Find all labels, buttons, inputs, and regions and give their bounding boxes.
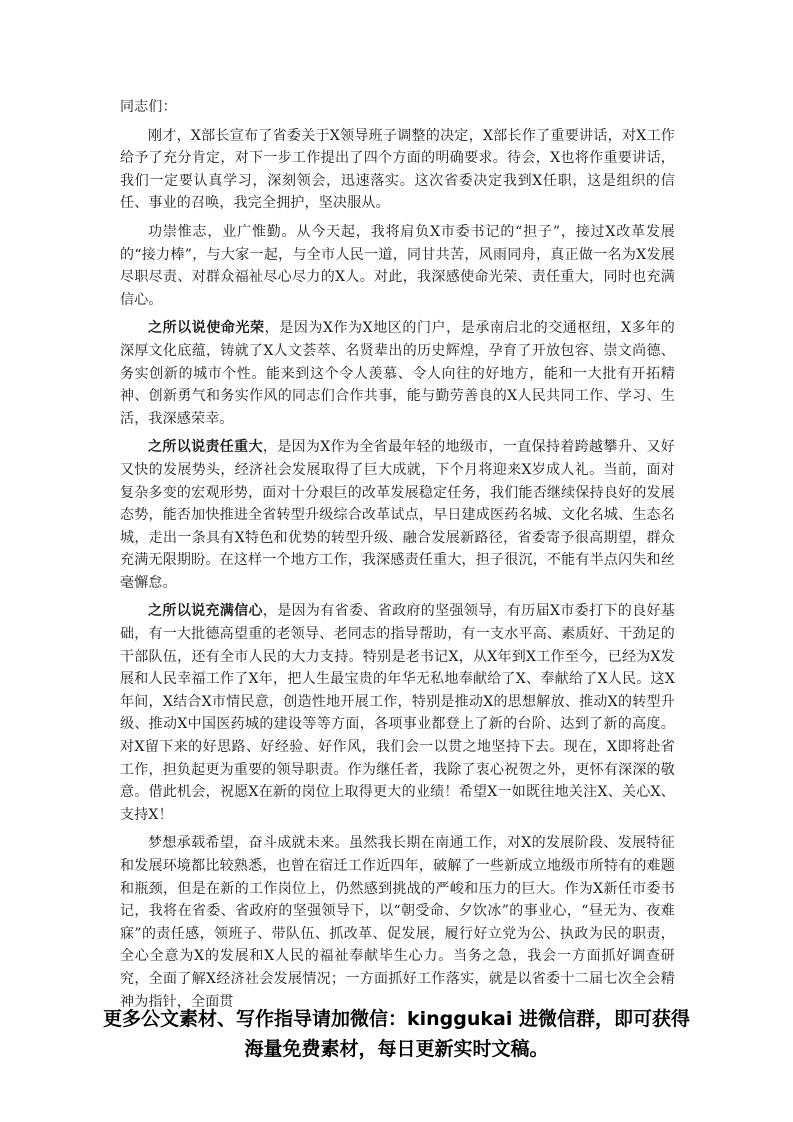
paragraph-5	[120, 600, 675, 826]
document-body	[120, 96, 675, 1019]
paragraph-4	[120, 436, 675, 594]
promo-line-2: 海量免费素材，每日更新实时文稿。	[244, 1038, 549, 1060]
paragraph-text: 梦想承载希望，奋斗成就未来。虽然我长期在南通工作，对X的发展阶段、发展特征和发展环境都比较熟悉，也曾在宿迁工作近四年，破解了一些新成立地级市所特有的难题和瓶颈，但是在新的工作岗位上，仍然感到挑战的严峻和压力的巨大。作为X新任市委书记，我将在省委、省政府的坚强领导下，以“朝受命、夕饮冰”的事业心，“昼无为、夜难寐”的责任感，领班子、带队伍、抓改革、促发展，履行好立党为公、执政为民的职责，全心全意为X的发展和X人民的福祉奉献毕生心力。当务之急，我会一方面抓好调查研究，全面了解X经济社会发展情况；一方面抓好工作落实，就是以省委十二届七次全会精神为指针，全面贯	[120, 835, 675, 1010]
paragraph-1	[120, 125, 675, 215]
paragraph-text: 刚才，X部长宣布了省委关于X领导班子调整的决定，X部长作了重要讲话，对X工作给予了充分肯定，对下一步工作提出了四个方面的明确要求。待会，X也将作重要讲话，我们一定要认真学习，深刻领会，迅速落实。这次省委决定我到X任职，这是组织的信任、事业的召唤，我完全拥护，坚决服从。	[120, 127, 675, 212]
paragraph-text: 功崇惟志，业广惟勤。从今天起，我将肩负X市委书记的“担子”，接过X改革发展的“接力棒”，与大家一起，与全市人民一道，同甘共苦，风雨同舟，真正做一名为X发展尽职尽责、对群众福祉尽心尽力的X人。对此，我深感使命光荣、责任重大，同时也充满信心。	[120, 223, 675, 308]
paragraph-text: ，是因为有省委、省政府的坚强领导，有历届X市委打下的良好基础，有一大批德高望重的老领导、老同志的指导帮助，有一支水平高、素质好、干劲足的干部队伍，还有全市人民的大力支持。特别是老书记X，从X年到X工作至今，已经为X发展和人民幸福工作了X年，把人生最宝贵的年华无私地奉献给了X、奉献给了X人民。这X年间，X结合X市情民意，创造性地开展工作，特别是推动X的思想解放、推动X的转型升级、推动X中国医药城的建设等等方面，各项事业都登上了新的台阶、达到了新的高度。对X留下来的好思路、好经验、好作风，我们会一以贯之地坚持下去。现在，X即将赴省工作，担负起更为重要的领导职责。作为继任者，我除了衷心祝贺之外，更怀有深深的敬意。借此机会，祝愿X在新的岗位上取得更大的业绩！希望X一如既往地关注X、关心X、支持X！	[120, 603, 675, 823]
paragraph-lead: 之所以说使命光荣	[148, 320, 265, 337]
paragraph-text: ，是因为X作为X地区的门户，是承南启北的交通枢纽，X多年的深厚文化底蕴，铸就了X人文荟萃、名贤辈出的历史辉煌，孕育了开放包容、崇文尚德、务实创新的城市个性。能来到这个令人羡慕、令人向往的好地方，能和一大批有开拓精神、创新勇气和务实作风的同志们合作共事，能与勤劳善良的X人民共同工作、学习、生活，我深感荣幸。	[120, 320, 676, 427]
paragraph-lead: 之所以说充满信心	[148, 603, 263, 620]
paragraph-6	[120, 832, 675, 1013]
paragraph-lead: 之所以说责任重大	[148, 439, 263, 456]
promo-line-1: 更多公文素材、写作指导请加微信：kinggukai 进微信群，即可获得	[103, 1008, 690, 1030]
promo-footer	[100, 1004, 693, 1064]
greeting: 同志们：	[120, 99, 177, 115]
paragraph-3	[120, 317, 675, 430]
paragraph-text: ，是因为X作为全省最年轻的地级市，一直保持着跨越攀升、又好又快的发展势头，经济社会发展取得了巨大成就，下个月将迎来X岁成人礼。当前，面对复杂多变的宏观形势，面对十分艰巨的改革发展稳定任务，我们能否继续保持良好的发展态势，能否加快推进全省转型升级综合改革试点，早日建成医药名城、文化名城、生态名城，走出一条具有X特色和优势的转型升级、融合发展新路径，省委寄予很高期望，群众充满无限期盼。在这样一个地方工作，我深感责任重大，担子很沉，不能有半点闪失和丝毫懈怠。	[120, 439, 675, 591]
paragraph-2	[120, 221, 675, 311]
